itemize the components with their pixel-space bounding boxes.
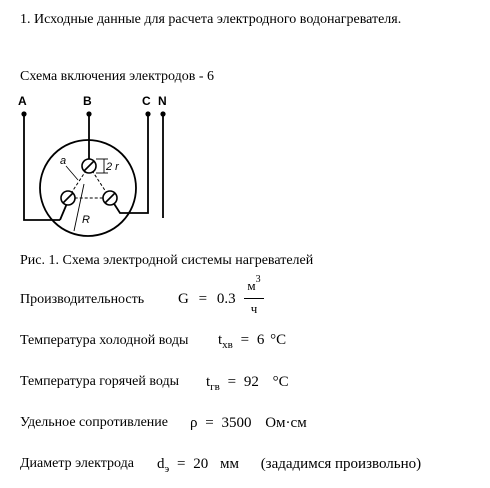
resistivity-symbol: ρ xyxy=(190,415,198,431)
figure-caption: Рис. 1. Схема электродной системы нагревателей xyxy=(20,253,314,268)
terminal-n-label: N xyxy=(158,94,167,108)
cold-water-unit: °С xyxy=(270,332,287,348)
diameter-formula xyxy=(157,456,421,473)
scheme-title: Схема включения электродов - 6 xyxy=(20,69,215,84)
hot-water-label: Температура горячей воды xyxy=(20,374,180,389)
productivity-value: 0.3 xyxy=(216,291,236,307)
productivity-formula xyxy=(178,291,236,308)
cold-water-formula xyxy=(218,332,286,349)
resistivity-label: Удельное сопротивление xyxy=(20,415,168,430)
resistivity-value: 3500 xyxy=(221,415,252,431)
hot-water-unit: °С xyxy=(272,374,289,390)
diameter-symbol: d xyxy=(157,456,165,472)
diameter-value: 20 xyxy=(193,456,209,472)
hot-water-eq: = xyxy=(227,374,237,390)
productivity-unit xyxy=(244,274,264,316)
productivity-unit-den: ч xyxy=(250,301,258,316)
cold-water-label: Температура холодной воды xyxy=(20,333,189,348)
diameter-sub: э xyxy=(164,463,170,475)
electrode-diagram xyxy=(0,88,200,238)
productivity-unit-num: м xyxy=(247,278,256,293)
resistivity-unit: Ом·см xyxy=(265,415,307,431)
terminal-a-label: A xyxy=(18,94,27,108)
hot-water-symbol: t xyxy=(206,374,211,390)
label-a: a xyxy=(60,155,67,167)
terminal-b-label: B xyxy=(83,94,92,108)
resistivity-formula xyxy=(190,415,307,432)
heading: 1. Исходные данные для расчета электродного водонагревателя. xyxy=(20,12,402,27)
cold-water-symbol: t xyxy=(218,332,223,348)
productivity-label: Производительность xyxy=(20,292,145,307)
productivity-symbol: G xyxy=(178,291,189,307)
productivity-eq: = xyxy=(198,291,208,307)
label-a-arrow xyxy=(66,166,78,180)
label-r: R xyxy=(82,214,90,226)
hot-water-formula xyxy=(206,374,289,391)
resistivity-eq: = xyxy=(205,415,214,431)
productivity-unit-sup: 3 xyxy=(255,274,261,285)
diameter-eq: = xyxy=(176,456,186,472)
diameter-label: Диаметр электрода xyxy=(20,456,134,471)
hot-water-value: 92 xyxy=(243,374,259,390)
cold-water-eq: = xyxy=(240,332,250,348)
terminal-dots xyxy=(21,111,165,116)
label-2r: 2 r xyxy=(106,161,119,173)
hot-water-sub: гв xyxy=(210,381,220,393)
cold-water-value: 6 xyxy=(256,332,265,348)
diameter-note: (зададимся произвольно) xyxy=(260,456,422,472)
cold-water-sub: хв xyxy=(222,339,233,351)
diameter-unit: мм xyxy=(219,456,239,472)
terminal-c-label: C xyxy=(142,94,151,108)
